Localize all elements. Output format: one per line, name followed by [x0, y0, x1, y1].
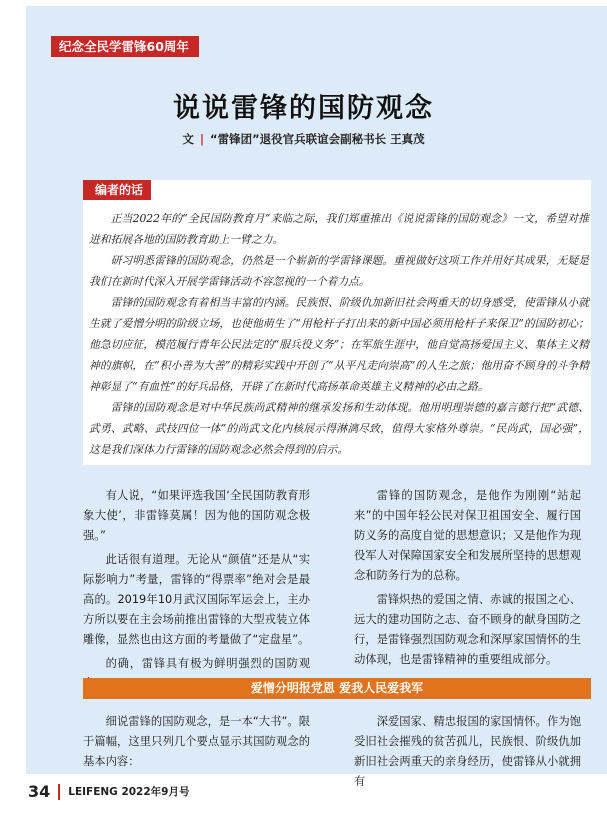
editor-note-body — [89, 208, 589, 460]
editor-note-paragraph: 雷锋的国防观念是对中华民族尚武精神的继承发扬和生动体现。他用明理崇德的嘉言懿行把“武德、武勇、武略、武技四位一体”的尚武文化内核展示得淋漓尽致，值得大家格外尊崇。“民尚武，国必强”，这是我们深体力行雷锋的国防观念必然会得到的启示。 — [89, 401, 589, 456]
editor-note-paragraph: 雷锋的国防观念有着相当丰富的内涵。民族恨、阶级仇加新旧社会两重天的切身感受，使雷锋从小就生就了爱憎分明的阶级立场，也使他萌生了“用枪杆子打出来的新中国必须用枪杆子来保卫”的国防初心；他急切应征，模范履行青年公民法定的“服兵役义务”；在军旅生涯中，他自觉高扬爱国主义、集体主义精神的旗帜，在“积小善为大善”的精彩实践中开创了“从平凡走向崇高”的人生之旅；他用奋不顾身的斗争精神彰显了“有血性”的好兵品格，开辟了在新时代高扬革命英雄主义精神的必由之路。 — [89, 296, 589, 393]
page-number: 34 — [28, 782, 51, 801]
editor-note-label: 编者的话 — [83, 180, 151, 200]
body-paragraph: 有人说，“如果评选我国‘全民国防教育形象大使’，非雷锋莫属！因为他的国防观念极强。” — [83, 489, 310, 542]
editor-note-paragraph: 研习明悉雷锋的国防观念，仍然是一个崭新的学雷锋课题。重视做好这项工作并用好其成果，无疑是我们在新时代深入开展学雷锋活动不容忽视的一个着力点。 — [89, 254, 589, 288]
right-column — [354, 486, 581, 674]
byline — [0, 131, 607, 147]
body-paragraph: 雷锋的国防观念，是他作为刚刚“站起来”的中国年轻公民对保卫祖国安全、履行国防义务的高度自觉的思想意识；又是他作为现役军人对保障国家安全和发展所坚持的思想观念和防务行为的总称。 — [354, 489, 581, 582]
editor-note-box — [83, 180, 591, 465]
byline-prefix: 文 — [182, 132, 194, 146]
footer-divider — [58, 784, 60, 800]
body-paragraph: 细说雷锋的国防观念，是一本“大书”。限于篇幅，这里只列几个要点显示其国防观念的基本内容： — [83, 715, 310, 768]
byline-author: “雷锋团”退役官兵联谊会副秘书长 王真茂 — [210, 132, 425, 146]
magazine-issue: LEIFENG 2022年9月号 — [68, 786, 190, 798]
article-title: 说说雷锋的国防观念 — [173, 93, 434, 124]
byline-separator: | — [199, 132, 205, 146]
page-footer — [28, 781, 189, 805]
body-paragraph: 深爱国家、精忠报国的家国情怀。作为饱受旧社会摧残的贫苦孤儿，民族恨、阶级仇加新旧社会两重天的亲身经历，使雷锋从小就拥有 — [354, 715, 581, 788]
body-paragraph: 雷锋炽热的爱国之情、赤诚的报国之心、远大的建功国防之志、奋不顾身的献身国防之行，是雷锋强烈国防观念和深厚家国情怀的生动体现，也是雷锋精神的重要组成部分。 — [354, 593, 581, 666]
left-column — [83, 486, 310, 698]
body-paragraph: 的确，雷锋具有极为鲜明强烈的国防观 — [105, 657, 310, 670]
section-left-column — [83, 712, 310, 776]
section-right-column — [354, 712, 581, 796]
section-heading: 爱憎分明报党恩 爱我人民爱我军 — [83, 678, 591, 699]
editor-note-paragraph: 正当2022年的“全民国防教育月”来临之际，我们郑重推出《说说雷锋的国防观念》一文，希望对推进和拓展各地的国防教育助上一臂之力。 — [89, 212, 589, 246]
body-paragraph: 此话很有道理。无论从“颜值”还是从“实际影响力”考量，雷锋的“得票率”绝对会是最高的。2019年10月武汉国际军运会上，主办方所以要在主会场前推出雷锋的大型戎装立体雕像，显然也由这方面的考量做了“定盘星”。 — [83, 553, 310, 646]
series-tag: 纪念全民学雷锋60周年 — [51, 36, 199, 57]
